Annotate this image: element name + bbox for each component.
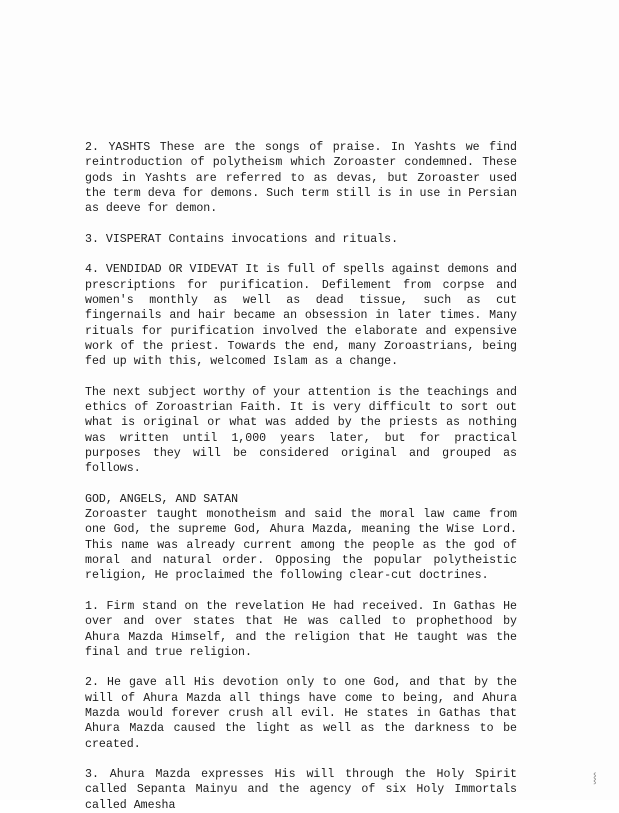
doctrine-item-2: 2. He gave all His devotion only to one God, and that by the will of Ahura Mazda all things have come to being, and Ahura Mazda would forever crush all evil. He states in Gathas that Ahura Mazda caused the light as well as the darkness to be created. bbox=[85, 676, 517, 751]
paragraph-yashts: 2. YASHTS These are the songs of praise. In Yashts we find reintroduction of polytheism which Zoroaster condemned. These gods in Yashts are referred to as devas, but Zoroaster used the term deva for demons. Such term still is in use in Persian as deeve for demon. bbox=[85, 141, 517, 216]
paragraph-section-intro: Zoroaster taught monotheism and said the moral law came from one God, the supreme God, Ahura Mazda, meaning the Wise Lord. This name was already current among the people as the god of moral and natural order. Opposing the popular polytheistic religion, He proclaimed the following clear-cut doctrines. bbox=[85, 508, 517, 583]
paragraph-teachings-intro: The next subject worthy of your attention is the teachings and ethics of Zoroastrian Faith. It is very difficult to sort out what is original or what was added by the priests as nothing was written until 1,000 years later, but for practical purposes they will be considered original and grouped as follows. bbox=[85, 385, 517, 476]
scan-mark: ⸾ bbox=[593, 773, 597, 784]
section-heading: GOD, ANGELS, AND SATAN bbox=[85, 492, 239, 506]
paragraph-vendidad: 4. VENDIDAD OR VIDEVAT It is full of spells against demons and prescriptions for purification. Defilement from corpse and women's monthly as well as dead tissue, such as cut fingernails and hair became an obsession in later times. Many rituals for purification involved the elaborate and expensive work of the priest. Towards the end, many Zoroastrians, being fed up with this, welcomed Islam as a change. bbox=[85, 263, 517, 369]
paragraph-spacer bbox=[85, 247, 517, 262]
paragraph-spacer bbox=[85, 216, 517, 231]
paragraph-spacer bbox=[85, 660, 517, 675]
paragraph-spacer bbox=[85, 584, 517, 599]
doctrine-item-1: 1. Firm stand on the revelation He had received. In Gathas He over and over states that He was called to prophethood by Ahura Mazda Himself, and the religion that He taught was the final and true religion. bbox=[85, 599, 517, 659]
paragraph-spacer bbox=[85, 752, 517, 767]
paragraph-spacer bbox=[85, 477, 517, 492]
doctrine-item-3: 3. Ahura Mazda expresses His will through the Holy Spirit called Sepanta Mainyu and the agency of six Holy Immortals called Amesha bbox=[85, 768, 517, 812]
page-text bbox=[85, 140, 517, 813]
paragraph-spacer bbox=[85, 369, 517, 384]
paragraph-visperat: 3. VISPERAT Contains invocations and rituals. bbox=[85, 232, 399, 246]
